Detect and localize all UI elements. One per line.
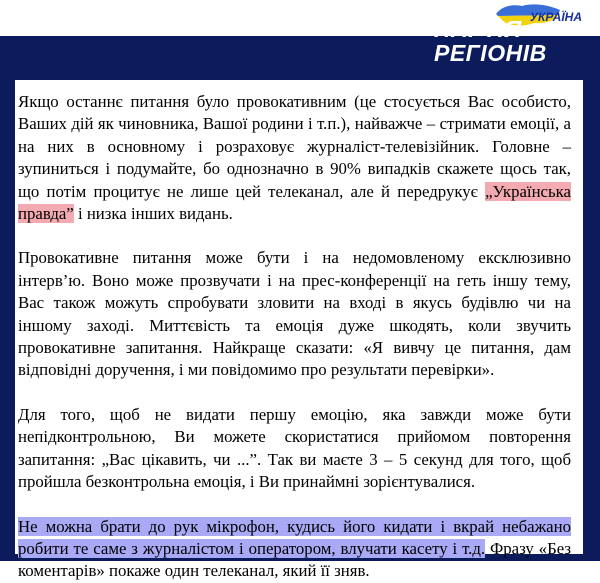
paragraph-1-tail: і низка інших видань. [73,204,233,224]
party-logo [434,2,582,72]
logo-line2: РЕГІОНІВ [434,40,547,66]
paragraph-4-tail: Фразу «Без коментарів» покаже один телеканал, який її зняв. [18,538,571,581]
logo-line1: ПАРТІЯ [434,16,522,42]
paragraph-3: Для того, щоб не видати першу емоцію, яка завжди може бути непідконтрольною, Ви можете скористатися прийомом повторення запитання: „Вас цікавить, чи ...”. Так ви маєте 3 – 5 секунд для того, щоб пройшла безконтрольна емоція, і Ви принаймні зорієнтувалися. [18,404,571,492]
paragraph-4 [18,516,571,583]
text-panel [15,80,583,581]
paragraph-1-text: Якщо останнє питання було провокативним (це стосується Вас особисто, Ваших дій як чиновника, Вашої родини і т.п.), найважче – стримати емоції, а на них в основному і розраховує журналіст-телевізійник. Головне – зупиниться і подумайте, бо однозначно в 90% випадків скажете щось так, що потім процитує не лише цей телеканал, але й передрукує [18,92,571,201]
highlight-warning: Не можна брати до рук мікрофон, кудись його кидати і вкрай небажано робити те саме з журналістом і оператором, влучати касету і т.д. [18,516,571,558]
paragraph-1 [18,91,571,225]
logo-ukraine-text: УКРАЇНА [529,10,582,24]
paragraph-2: Провокативне питання може бути і на недомовленому ексклюзивно інтерв’ю. Воно може прозвучати і на прес-конференції на геть іншу тему, Вас також можуть спробувати зловити на вході в якусь будівлю чи на іншому заході. Миттєвість та емоція дуже шкодять, коли звучить провокативне запитання. Найкраще сказати: «Я вивчу це питання, дам відповідні доручення, і ми повідомимо про результати перевірки». [18,248,571,380]
highlight-source-name: „Українська правда” [18,181,571,224]
